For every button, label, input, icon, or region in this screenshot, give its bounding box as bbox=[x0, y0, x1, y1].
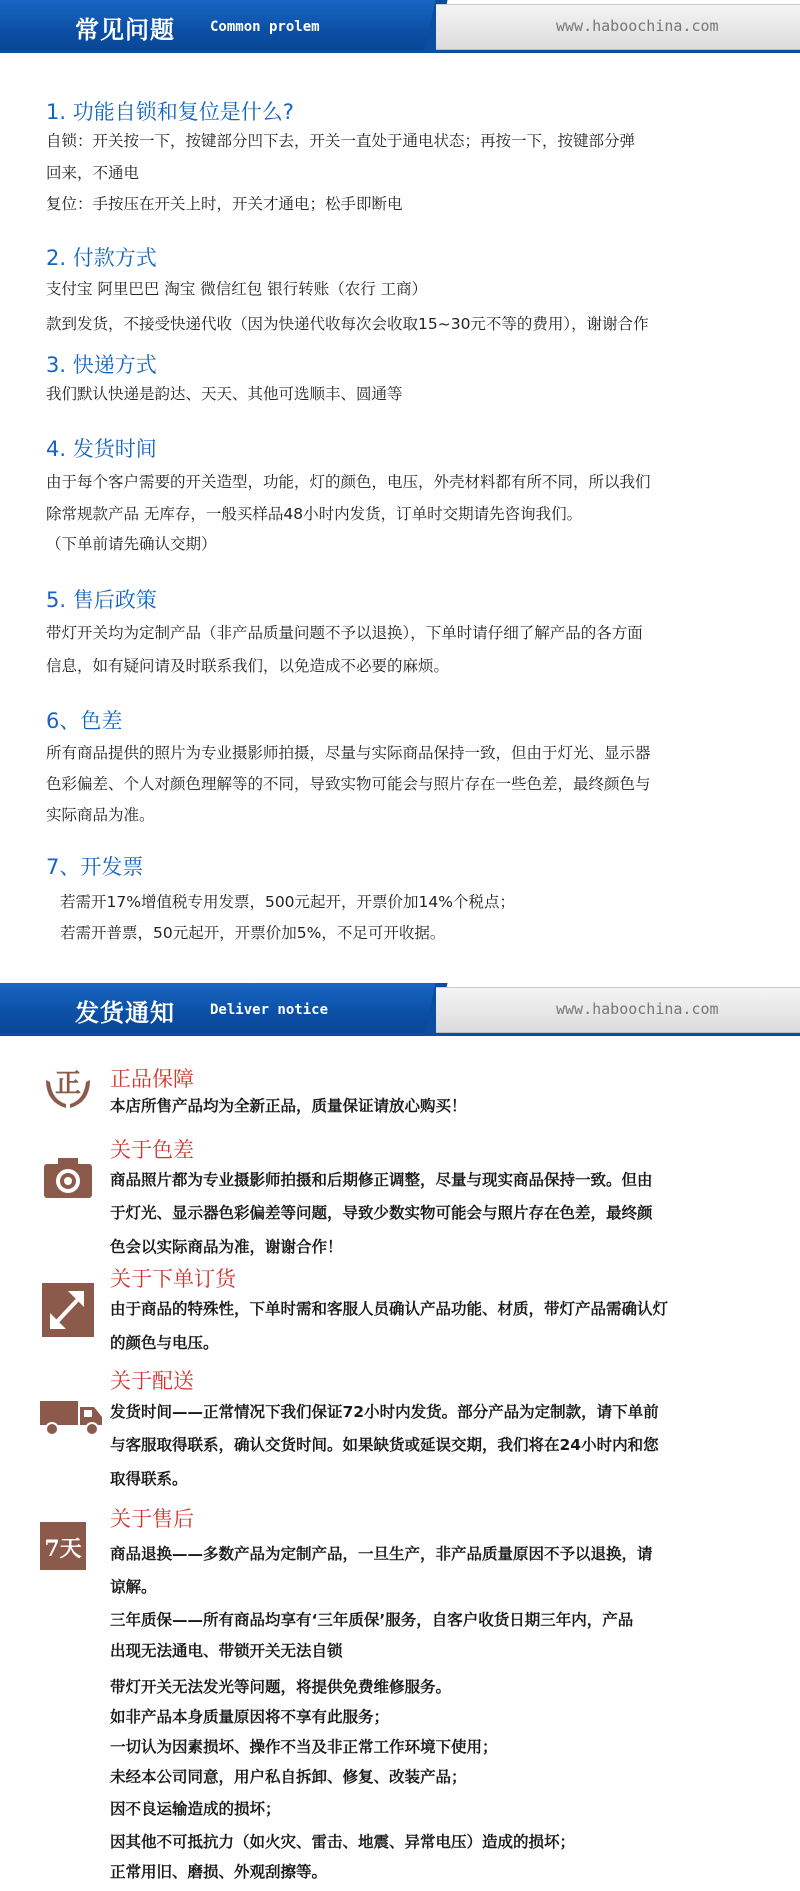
notice-line: 因不良运输造成的损坏； bbox=[110, 1800, 281, 1818]
notice-line: 与客服取得联系，确认交货时间。如果缺货或延误交期，我们将在24小时内和您 bbox=[110, 1436, 659, 1454]
notice-line: 本店所售产品均为全新正品，质量保证请放心购买！ bbox=[110, 1097, 467, 1115]
notice-line: 因其他不可抵抗力（如火灾、雷击、地震、异常电压）造成的损坏； bbox=[110, 1833, 576, 1851]
notice-title: 关于色差 bbox=[110, 1138, 194, 1162]
faq-title: 6、色差 bbox=[46, 709, 123, 733]
notice-title: 关于下单订货 bbox=[110, 1267, 236, 1291]
faq-banner-title: 常见问题 bbox=[75, 16, 175, 44]
faq-title: 7、开发票 bbox=[46, 855, 144, 879]
faq-title: 3. 快递方式 bbox=[46, 353, 157, 377]
faq-title: 2. 付款方式 bbox=[46, 246, 157, 270]
notice-line: 取得联系。 bbox=[110, 1470, 188, 1488]
genuine-icon-text: 正 bbox=[54, 1069, 82, 1099]
notice-line: 出现无法通电、带锁开关无法自锁 bbox=[110, 1642, 343, 1660]
notice-line: 商品退换——多数产品为定制产品，一旦生产，非产品质量原因不予以退换，请 bbox=[110, 1545, 653, 1563]
faq-title: 4. 发货时间 bbox=[46, 437, 157, 461]
notice-banner-url: www.haboochina.com bbox=[556, 1000, 719, 1018]
faq-line: 若需开17%增值税专用发票，500元起开，开票价加14%个税点； bbox=[60, 893, 515, 911]
notice-title: 关于配送 bbox=[110, 1369, 194, 1393]
notice-line: 一切认为因素损坏、操作不当及非正常工作环境下使用； bbox=[110, 1738, 498, 1756]
notice-line: 谅解。 bbox=[110, 1578, 157, 1596]
faq-line: 实际商品为准。 bbox=[46, 806, 155, 824]
faq-title: 5. 售后政策 bbox=[46, 588, 157, 612]
faq-banner-subtitle: Common prolem bbox=[210, 19, 320, 35]
faq-line: 色彩偏差、个人对颜色理解等的不同，导致实物可能会与照片存在一些色差，最终颜色与 bbox=[46, 775, 651, 793]
notice-line: 未经本公司同意，用户私自拆卸、修复、改装产品； bbox=[110, 1768, 467, 1786]
faq-line: 信息，如有疑问请及时联系我们，以免造成不必要的麻烦。 bbox=[46, 657, 450, 675]
notice-line: 的颜色与电压。 bbox=[110, 1334, 219, 1352]
notice-line: 三年质保——所有商品均享有‘三年质保’服务，自客户收货日期三年内，产品 bbox=[110, 1611, 634, 1629]
notice-line: 色会以实际商品为准，谢谢合作！ bbox=[110, 1238, 343, 1256]
faq-title: 1. 功能自锁和复位是什么? bbox=[46, 100, 294, 124]
faq-line: 支付宝 阿里巴巴 淘宝 微信红包 银行转账（农行 工商） bbox=[46, 280, 428, 298]
faq-line: 自锁：开关按一下，按键部分凹下去，开关一直处于通电状态；再按一下，按键部分弹 bbox=[46, 132, 636, 150]
seven-days-icon bbox=[40, 1522, 86, 1570]
faq-line: 带灯开关均为定制产品（非产品质量问题不予以退换），下单时请仔细了解产品的各方面 bbox=[46, 624, 643, 642]
notice-line: 于灯光、显示器色彩偏差等问题，导致少数实物可能会与照片存在色差，最终颜 bbox=[110, 1204, 653, 1222]
faq-banner bbox=[0, 0, 800, 52]
faq-line: 复位：手按压在开关上时，开关才通电；松手即断电 bbox=[46, 195, 403, 213]
notice-line: 发货时间——正常情况下我们保证72小时内发货。部分产品为定制款，请下单前 bbox=[110, 1403, 659, 1421]
faq-line: 我们默认快递是韵达、天天、其他可选顺丰、圆通等 bbox=[46, 385, 403, 403]
faq-line: 由于每个客户需要的开关造型，功能，灯的颜色，电压，外壳材料都有所不同，所以我们 bbox=[46, 473, 651, 491]
seven-days-icon-text: 7天 bbox=[44, 1536, 82, 1562]
notice-title: 正品保障 bbox=[110, 1067, 194, 1091]
notice-banner-title: 发货通知 bbox=[75, 999, 175, 1027]
notice-line: 商品照片都为专业摄影师拍摄和后期修正调整，尽量与现实商品保持一致。但由 bbox=[110, 1171, 653, 1189]
faq-line: 回来，不通电 bbox=[46, 164, 140, 182]
notice-line: 由于商品的特殊性，下单时需和客服人员确认产品功能、材质，带灯产品需确认灯 bbox=[110, 1300, 669, 1318]
faq-line: 除常规款产品 无库存，一般买样品48小时内发货，订单时交期请先咨询我们。 bbox=[46, 505, 583, 523]
camera-icon bbox=[40, 1150, 96, 1204]
notice-line: 如非产品本身质量原因将不享有此服务； bbox=[110, 1708, 390, 1726]
resize-arrow-icon bbox=[40, 1283, 96, 1337]
faq-banner-url: www.haboochina.com bbox=[556, 17, 719, 35]
faq-line: （下单前请先确认交期） bbox=[46, 535, 217, 553]
notice-line: 正常用旧、磨损、外观刮擦等。 bbox=[110, 1863, 328, 1881]
faq-line: 若需开普票，50元起开，开票价加5%，不足可开收据。 bbox=[60, 924, 446, 942]
genuine-icon bbox=[40, 1058, 96, 1112]
faq-line: 所有商品提供的照片为专业摄影师拍摄，尽量与实际商品保持一致，但由于灯光、显示器 bbox=[46, 744, 651, 762]
notice-banner-subtitle: Deliver notice bbox=[210, 1002, 329, 1018]
faq-line: 款到发货，不接受快递代收（因为快递代收每次会收取15~30元不等的费用），谢谢合作 bbox=[46, 315, 649, 333]
notice-banner bbox=[0, 983, 800, 1035]
truck-icon bbox=[40, 1397, 104, 1451]
notice-line: 带灯开关无法发光等问题，将提供免费维修服务。 bbox=[110, 1678, 452, 1696]
notice-title: 关于售后 bbox=[110, 1507, 194, 1531]
